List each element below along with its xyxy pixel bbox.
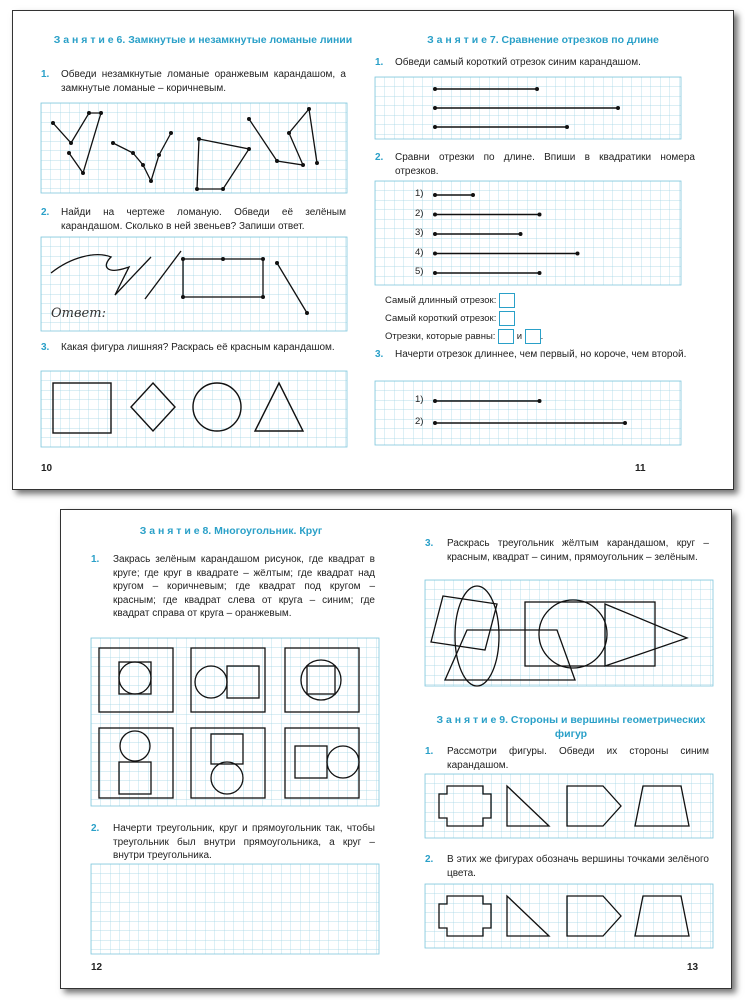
task-number: 1.	[425, 746, 434, 757]
segment-endpoint	[538, 271, 542, 275]
answer-box[interactable]	[499, 293, 515, 308]
segment-endpoint	[538, 399, 542, 403]
task-text: В этих же фигурах обозначь вершины точками зелёного цвета.	[447, 854, 709, 879]
grid-overlapping-figures	[425, 580, 717, 690]
task-text: Раскрась треугольник жёлтым карандашом, круг – красным, квадрат – синим, прямоугольник – зелёным.	[447, 538, 709, 563]
spread-pages-10-11	[12, 10, 734, 490]
segment-label: 1)	[415, 394, 424, 405]
lesson-8-title: З а н я т и е 8. Многоугольник. Круг	[139, 525, 323, 537]
task-text: Сравни отрезки по длине. Впиши в квадратики номера отрезков.	[395, 152, 695, 177]
longest-segment-row	[385, 293, 515, 308]
task-number: 3.	[375, 349, 384, 360]
grid-draw-segment	[375, 381, 685, 447]
page-number: 11	[635, 463, 646, 474]
spread-pages-12-13	[60, 509, 732, 989]
task-text: Начерти отрезок длиннее, чем первый, но короче, чем второй.	[395, 349, 687, 360]
segment-endpoint	[433, 271, 437, 275]
segment-label: 3)	[415, 227, 424, 238]
equal-segments-row: Отрезки, которые равны: и .	[385, 329, 543, 344]
segment-endpoint	[433, 252, 437, 256]
segment-label: 1)	[415, 188, 424, 199]
and-text: и	[516, 331, 523, 343]
segment-label: 4)	[415, 246, 424, 258]
segment-endpoint	[433, 213, 437, 217]
segment-endpoint	[538, 213, 542, 217]
segment-endpoint	[433, 232, 437, 236]
lesson-9-title: З а н я т и е 9. Стороны и вершины геометрических фигур	[436, 714, 706, 740]
shortest-label: Самый короткий отрезок:	[385, 313, 497, 325]
lesson-6-title: З а н я т и е 6. Замкнутые и незамкнутые ломаные линии	[53, 34, 353, 46]
grid-three-segments	[375, 77, 685, 141]
task-text: Начерти треугольник, круг и прямоугольник так, чтобы треугольник был внутри прямоугольника, а круг – внутри треугольника.	[113, 823, 375, 861]
grid-odd-figure	[41, 371, 351, 449]
task-text: Обведи незамкнутые ломаные оранжевым карандашом, а замкнутые ломаные – коричневым.	[61, 69, 346, 94]
segment-endpoint	[433, 421, 437, 425]
segment-endpoint	[519, 232, 523, 236]
segment-label: 5)	[415, 266, 424, 277]
task-number: 2.	[91, 823, 100, 834]
segment-endpoint	[433, 193, 437, 197]
grid-square-circle	[91, 638, 381, 808]
task-text: Обведи самый короткий отрезок синим карандашом.	[395, 57, 641, 68]
task-number: 2.	[375, 152, 384, 163]
task-number: 3.	[41, 342, 50, 353]
grid-figures-sides	[425, 774, 717, 840]
page-number: 13	[687, 962, 699, 973]
task-text: Какая фигура лишняя? Раскрась её красным карандашом.	[61, 342, 335, 353]
grid-empty-drawing[interactable]	[91, 864, 381, 956]
task-number: 2.	[425, 854, 434, 865]
lesson-7-title: З а н я т и е 7. Сравнение отрезков по длине	[427, 34, 659, 46]
segment-endpoint	[433, 399, 437, 403]
task-number: 1.	[91, 554, 100, 565]
grid-broken-lines	[41, 103, 351, 195]
task-number: 1.	[41, 69, 50, 80]
page-number: 12	[91, 962, 103, 973]
task-number: 2.	[41, 207, 50, 218]
page-number: 10	[41, 463, 53, 474]
grid-figures-vertices	[425, 884, 717, 950]
segment-endpoint	[471, 193, 475, 197]
answer-box[interactable]	[498, 329, 514, 344]
task-number: 1.	[375, 57, 384, 68]
equal-label: Отрезки, которые равны:	[385, 331, 496, 343]
longest-label: Самый длинный отрезок:	[385, 295, 497, 307]
task-text: Рассмотри фигуры. Обведи их стороны синим карандашом.	[447, 746, 709, 771]
answer-label: Ответ:	[51, 306, 106, 321]
segment-label: 2)	[415, 416, 424, 427]
answer-box[interactable]	[499, 311, 515, 326]
segment-label: 2)	[415, 207, 424, 219]
task-text: Найди на чертеже ломаную. Обведи её зелёным карандашом. Сколько в ней звеньев? Запиши ответ.	[61, 207, 346, 232]
segment-endpoint	[623, 421, 627, 425]
task-number: 3.	[425, 538, 434, 549]
shortest-segment-row	[385, 311, 515, 326]
segment-endpoint	[576, 252, 580, 256]
task-text: Закрась зелёным карандашом рисунок, где квадрат в круге; где круг в квадрате – жёлтым; где квадрат над кругом – коричневым; где квадрат под кругом – красным; где квадрат слева от круга – синим; где квадрат справа от круга – оранжевым.	[113, 554, 375, 619]
answer-box[interactable]	[525, 329, 541, 344]
